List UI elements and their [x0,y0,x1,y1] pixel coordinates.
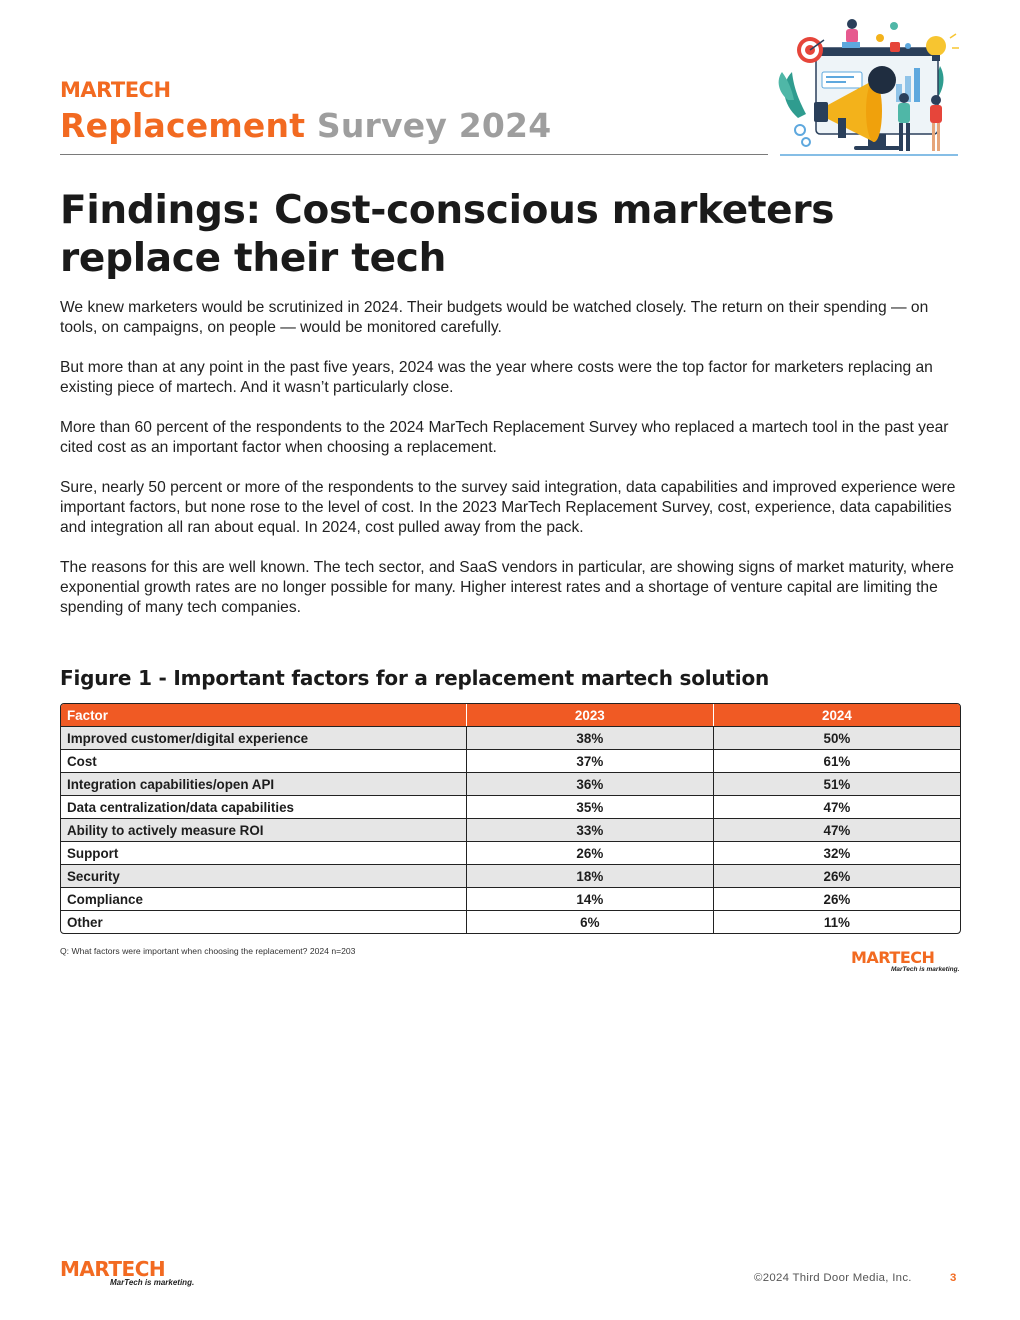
report-title-secondary: Survey 2024 [316,106,552,145]
value-2024-cell: 50% [714,726,960,749]
table-row [61,910,960,933]
value-2023-cell: 33% [467,818,714,841]
value-2023-cell: 35% [467,795,714,818]
factor-cell: Cost [61,749,467,772]
value-2023-cell: 14% [467,887,714,910]
value-2024-cell: 26% [714,887,960,910]
value-2024-cell: 26% [714,864,960,887]
figure-martech-logo: MARTECH MarTech is marketing. [851,948,960,973]
value-2023-cell: 37% [467,749,714,772]
header-divider [60,154,768,155]
table-header-row [61,704,960,726]
factor-cell: Other [61,910,467,933]
table-row [61,818,960,841]
table-row [61,772,960,795]
column-header-factor: Factor [61,704,467,726]
value-2023-cell: 38% [467,726,714,749]
factor-cell: Improved customer/digital experience [61,726,467,749]
paragraph: More than 60 percent of the respondents to the 2024 MarTech Replacement Survey who replaced a martech tool in the past year cited cost as an important factor when choosing a replacement. [60,419,949,456]
value-2024-cell: 32% [714,841,960,864]
value-2023-cell: 6% [467,910,714,933]
factor-cell: Security [61,864,467,887]
factor-cell: Ability to actively measure ROI [61,818,467,841]
table-row [61,795,960,818]
table-row [61,726,960,749]
column-header-2023: 2023 [467,704,714,726]
paragraph: But more than at any point in the past five years, 2024 was the year where costs were the top factor for marketers replacing an existing piece of martech. And it wasn’t particularly close. [60,359,933,396]
column-header-2024: 2024 [714,704,960,726]
value-2024-cell: 47% [714,795,960,818]
figure-footnote: Q: What factors were important when choosing the replacement? 2024 n=203 [60,946,356,956]
copyright-text: ©2024 Third Door Media, Inc. [754,1272,912,1284]
value-2024-cell: 11% [714,910,960,933]
report-title-primary: Replacement [60,106,306,145]
value-2024-cell: 47% [714,818,960,841]
footer-logo-tagline: MarTech is marketing. [110,1278,195,1287]
table-row [61,749,960,772]
martech-logo: MARTECH [60,78,171,102]
page-number: 3 [950,1272,957,1284]
value-2023-cell: 18% [467,864,714,887]
footer-martech-logo: MARTECH MarTech is marketing. [60,1257,195,1287]
body-text [60,298,962,638]
factor-cell: Data centralization/data capabilities [61,795,467,818]
factors-table [60,703,961,934]
section-heading: Findings: Cost-conscious marketers replace their tech [60,188,835,281]
paragraph: Sure, nearly 50 percent or more of the respondents to the survey said integration, data capabilities and improved experience were important factors, but none rose to the level of cost. In the 2023 MarTech Replacement Survey, cost, experience, data capabilities and integration all ran about equal. In 2024, cost pulled away from the pack. [60,479,956,536]
value-2023-cell: 36% [467,772,714,795]
paragraph: The reasons for this are well known. The tech sector, and SaaS vendors in particular, are showing signs of market maturity, where exponential growth rates are no longer possible for many. Higher interest rates and a shortage of venture capital are limiting the spending of many tech companies. [60,559,954,616]
value-2024-cell: 61% [714,749,960,772]
factor-cell: Integration capabilities/open API [61,772,467,795]
figure-title: Figure 1 - Important factors for a replacement martech solution [60,666,770,690]
paragraph: We knew marketers would be scrutinized in 2024. Their budgets would be watched closely. The return on their spending — on tools, on campaigns, on people — would be monitored carefully. [60,299,929,336]
value-2023-cell: 26% [467,841,714,864]
marketing-megaphone-illustration [776,14,962,160]
table-row [61,887,960,910]
factor-cell: Compliance [61,887,467,910]
value-2024-cell: 51% [714,772,960,795]
logo-tagline: MarTech is marketing. [891,966,960,973]
table-row [61,841,960,864]
table-row [61,864,960,887]
report-title [60,106,551,146]
factor-cell: Support [61,841,467,864]
